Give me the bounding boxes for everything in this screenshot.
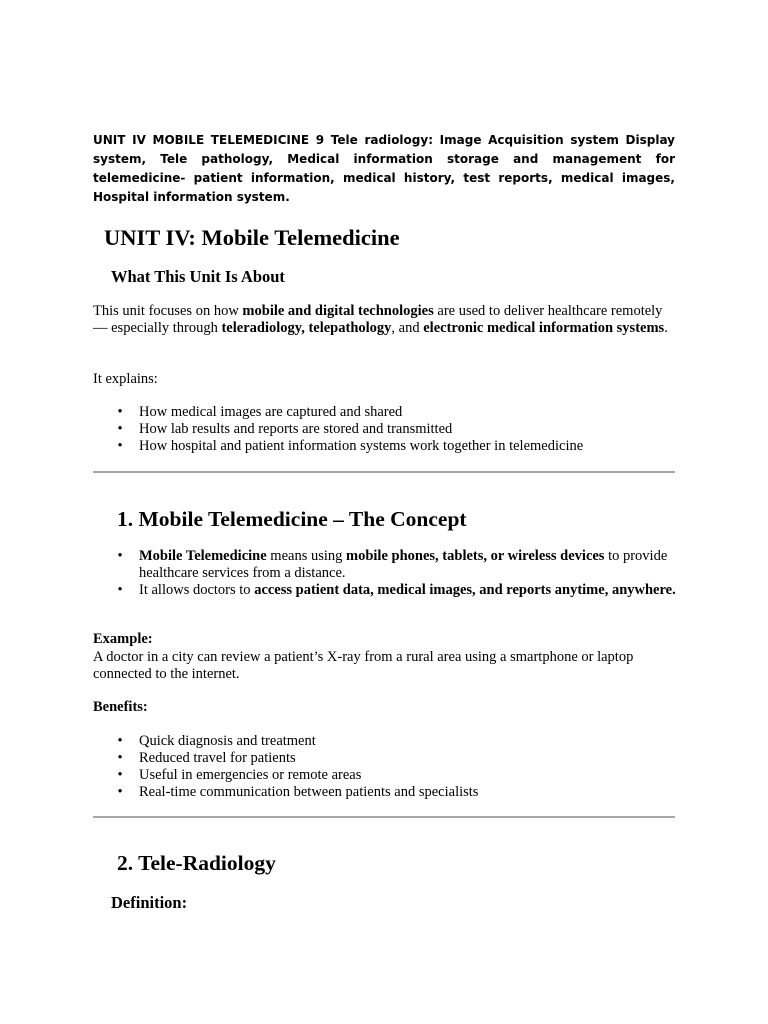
- list-item-text: How hospital and patient information systems work together in telemedicine: [139, 438, 584, 454]
- list-item-text: Quick diagnosis and treatment: [139, 733, 316, 749]
- bold-run: mobile and digital technologies: [242, 303, 434, 319]
- benefits-label: Benefits:: [93, 699, 148, 715]
- list-item-text: How lab results and reports are stored and transmitted: [139, 421, 453, 437]
- list-item-text: How medical images are captured and shared: [139, 404, 403, 420]
- text-run: to provide healthcare services from a distance.: [139, 548, 668, 581]
- horizontal-divider: [93, 471, 675, 473]
- definition-label: Definition:: [111, 893, 188, 912]
- bold-run: electronic medical information systems: [423, 320, 665, 336]
- example-label: Example:: [93, 631, 153, 647]
- list-item: [93, 784, 678, 801]
- about-heading: What This Unit Is About: [111, 267, 285, 286]
- syllabus-paragraph: UNIT IV MOBILE TELEMEDICINE 9 Tele radiology: Image Acquisition system Display system, Tele pathology, Medical information storage and management for telemedicine- patient information, medical history, test reports, medical images, Hospital information system.: [93, 133, 675, 204]
- list-item: [93, 750, 678, 767]
- list-item-text: Real-time communication between patients and specialists: [139, 784, 479, 800]
- bullet-icon: •: [117, 733, 123, 749]
- text-run: .: [664, 320, 668, 336]
- bullet-icon: •: [117, 784, 123, 800]
- section-heading-tele-radiology: 2. Tele-Radiology: [117, 851, 276, 875]
- bullet-icon: •: [117, 750, 123, 766]
- bullet-icon: •: [117, 767, 123, 783]
- unit-title: UNIT IV: Mobile Telemedicine: [104, 225, 400, 250]
- section-heading-mobile-telemedicine: 1. Mobile Telemedicine – The Concept: [117, 507, 467, 531]
- bullet-icon: •: [117, 404, 123, 420]
- bold-run: access patient data, medical images, and reports anytime, anywhere.: [254, 582, 676, 598]
- bold-run: teleradiology, telepathology: [221, 320, 392, 336]
- list-item: [93, 421, 678, 438]
- explains-intro: It explains:: [93, 371, 158, 387]
- list-item: [93, 438, 678, 455]
- bold-run: Mobile Telemedicine: [139, 548, 267, 564]
- text-run: It allows doctors to: [139, 582, 255, 598]
- bullet-icon: •: [117, 421, 123, 437]
- bold-run: mobile phones, tablets, or wireless devices: [346, 548, 605, 564]
- list-item-text: Reduced travel for patients: [139, 750, 296, 766]
- text-run: This unit focuses on how: [93, 303, 243, 319]
- text-run: means using: [266, 548, 347, 564]
- list-item-text: Useful in emergencies or remote areas: [139, 767, 362, 783]
- bullet-icon: •: [117, 548, 123, 564]
- focus-paragraph: [93, 303, 678, 337]
- text-run: , and: [391, 320, 424, 336]
- list-item: [93, 733, 678, 750]
- bullet-icon: •: [117, 438, 123, 454]
- horizontal-divider: [93, 816, 675, 818]
- text-run: are used to deliver healthcare remotely — especially through: [93, 303, 663, 336]
- benefits-list: [93, 733, 678, 801]
- bullet-icon: •: [117, 582, 123, 598]
- list-item: [93, 767, 678, 784]
- concept-list: [93, 548, 678, 599]
- list-item: [93, 404, 678, 421]
- list-item: [93, 582, 678, 599]
- example-text: A doctor in a city can review a patient’s X-ray from a rural area using a smartphone or laptop connected to the internet.: [93, 649, 634, 682]
- explains-list: [93, 404, 678, 455]
- list-item: [93, 548, 678, 582]
